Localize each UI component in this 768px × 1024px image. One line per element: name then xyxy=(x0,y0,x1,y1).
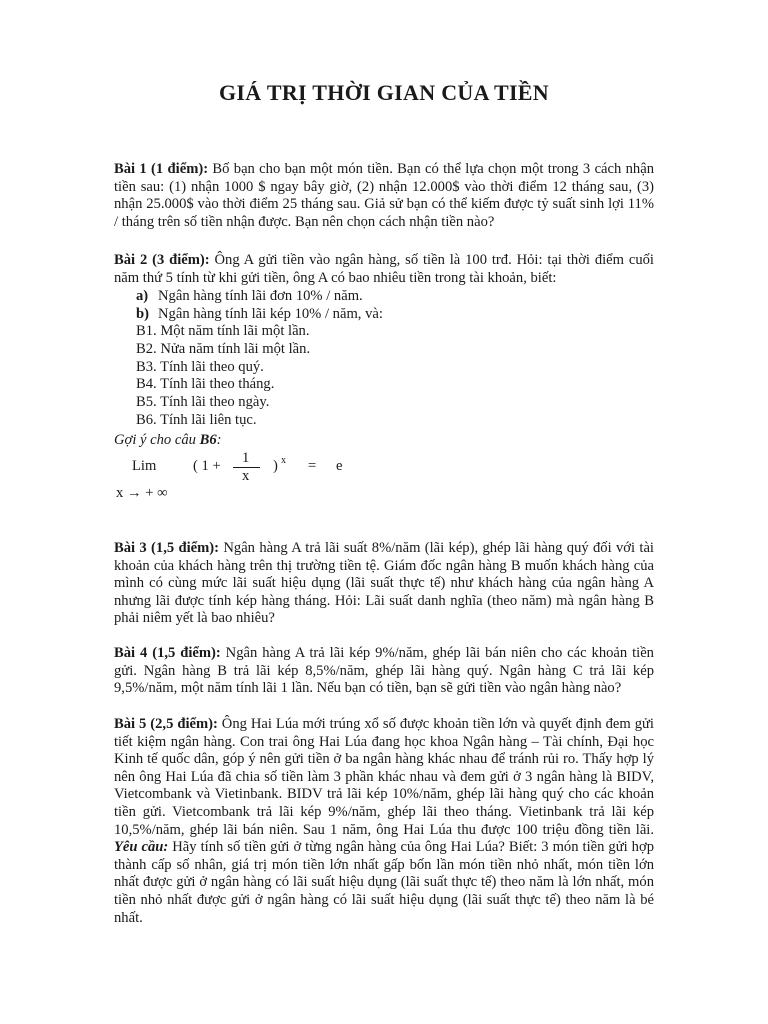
list-item xyxy=(114,288,654,306)
list-marker: b) xyxy=(136,305,149,322)
formula-limit-condition: x → + ∞ xyxy=(116,485,168,501)
formula-equals: = xyxy=(308,458,317,474)
requirement-label: Yêu cầu: xyxy=(114,839,169,856)
sub-item-text: B3. Tính lãi theo quý. xyxy=(136,358,264,375)
sub-item-text: B1. Một năm tính lãi một lần. xyxy=(136,323,310,340)
formula-result: e xyxy=(336,458,343,474)
sub-item xyxy=(114,341,654,359)
hint-bold: B6 xyxy=(199,432,217,448)
exercise-4-text: Ngân hàng A trả lãi kép 9%/năm, ghép lãi bán niên cho các khoản tiền gửi. Ngân hàng B trả lãi kép 8,5%/năm, ghép lãi hàng quý. Ngân hàng C trả lãi kép 9,5%/năm, một năm tính lãi 1 lần. Nếu bạn có tiền, bạn sẽ gửi tiền vào ngân hàng nào? xyxy=(114,645,654,697)
exercise-5-label: Bài 5 (2,5 điểm): xyxy=(114,716,218,732)
hint-suffix: : xyxy=(216,432,222,448)
exercise-3 xyxy=(114,540,654,628)
formula-exponent: x xyxy=(281,455,286,466)
hint-prefix: Gợi ý cho câu xyxy=(114,432,200,448)
sub-item xyxy=(114,323,654,341)
exercise-2-label: Bài 2 (3 điểm): xyxy=(114,252,210,268)
formula-open: ( 1 + xyxy=(193,458,221,474)
hint-line xyxy=(114,432,222,450)
formula-close: ) xyxy=(273,458,278,474)
list-item-text: Ngân hàng tính lãi kép 10% / năm, và: xyxy=(158,305,383,322)
sub-item xyxy=(114,376,654,394)
list-marker: a) xyxy=(136,288,149,304)
exercise-2-text: Ông A gửi tiền vào ngân hàng, số tiền là 100 trđ. Hỏi: tại thời điểm cuối năm thứ 5 tính từ khi gửi tiền, ông A có bao nhiêu tiền trong tài khoản, biết: xyxy=(114,252,654,286)
sub-item xyxy=(114,359,654,377)
formula-lim: Lim xyxy=(132,458,157,474)
list-item xyxy=(114,306,654,324)
list-item-text: Ngân hàng tính lãi đơn 10% / năm. xyxy=(158,288,363,304)
exercise-5 xyxy=(114,716,654,927)
sub-item xyxy=(114,412,654,430)
exercise-3-label: Bài 3 (1,5 điểm): xyxy=(114,540,220,556)
exercise-1 xyxy=(114,161,654,231)
page-title: GIÁ TRỊ THỜI GIAN CỦA TIỀN xyxy=(219,80,549,105)
sub-item-text: B5. Tính lãi theo ngày. xyxy=(136,394,270,411)
exercise-1-label: Bài 1 (1 điểm): xyxy=(114,161,209,177)
exercise-4-label: Bài 4 (1,5 điểm): xyxy=(114,645,221,661)
exercise-3-text: Ngân hàng A trả lãi suất 8%/năm (lãi kép), ghép lãi hàng quý đối với tài khoản của khách hàng trên thị trường tiền tệ. Giám đốc ngân hàng B muốn khách hàng của mình có cùng mức lãi suất hiệu dụng (lãi suất thực tế) như khách hàng của ngân hàng A nhưng lãi được tính kép hàng tháng. Hỏi: Lãi suất danh nghĩa (theo năm) mà ngân hàng B phải niêm yết là bao nhiêu? xyxy=(114,540,654,627)
exercise-5-text-2: Hãy tính số tiền gửi ở từng ngân hàng của ông Hai Lúa? Biết: 3 món tiền gửi hợp thành cấp số nhân, giá trị món tiền lớn nhất gấp bốn lần món tiền nhỏ nhất, món tiền lớn nhất được gửi ở ngân hàng có lãi suất hiệu dụng (lãi suất thực tế) theo năm là lớn nhất, món tiền nhỏ nhất được gửi ở ngân hàng có lãi suất hiệu dụng (lãi suất thực tế) theo năm là bé nhất. xyxy=(114,839,654,926)
formula-denominator: x xyxy=(242,468,250,484)
exercise-5-text-1: Ông Hai Lúa mới trúng xổ số được khoản tiền lớn và quyết định đem gửi tiết kiệm ngân hàng. Con trai ông Hai Lúa đang học khoa Ngân hàng – Tài chính, Đại học Kinh tế quốc dân, góp ý nên gửi tiền ở ba ngân hàng khác nhau để tránh rủi ro. Thấy hợp lý nên ông Hai Lúa đã chia số tiền làm 3 phần khác nhau và đem gửi ở 3 ngân hàng là BIDV, Vietcombank và Vietinbank. BIDV trả lãi kép 10%/năm, ghép lãi hàng quý cho các khoản tiền gửi. Vietcombank trả lãi kép 9%/năm, ghép lãi theo tháng. Vietinbank trả lãi kép 10,5%/năm, ghép lãi bán niên. Sau 1 năm, ông Hai Lúa thu được 100 triệu đồng tiền lãi. xyxy=(114,716,654,838)
formula-numerator: 1 xyxy=(242,450,250,466)
exercise-1-text: Bố bạn cho bạn một món tiền. Bạn có thể lựa chọn một trong 3 cách nhận tiền sau: (1) nhận 1000 $ ngay bây giờ, (2) nhận 12.000$ vào thời điểm 12 tháng sau, (3) nhận 25.000$ vào thời điểm 25 tháng sau. Giả sử bạn có thể kiếm được tỷ suất sinh lợi 11% / tháng trên số tiền nhận được. Bạn nên chọn cách nhận tiền nào? xyxy=(114,161,654,230)
sub-item-text: B2. Nửa năm tính lãi một lần. xyxy=(136,341,311,358)
sub-item-text: B6. Tính lãi liên tục. xyxy=(136,411,257,428)
sub-item-text: B4. Tính lãi theo tháng. xyxy=(136,376,275,393)
exercise-4 xyxy=(114,645,654,698)
exercise-2-list xyxy=(114,288,654,430)
exercise-2 xyxy=(114,252,654,287)
sub-item xyxy=(114,394,654,412)
